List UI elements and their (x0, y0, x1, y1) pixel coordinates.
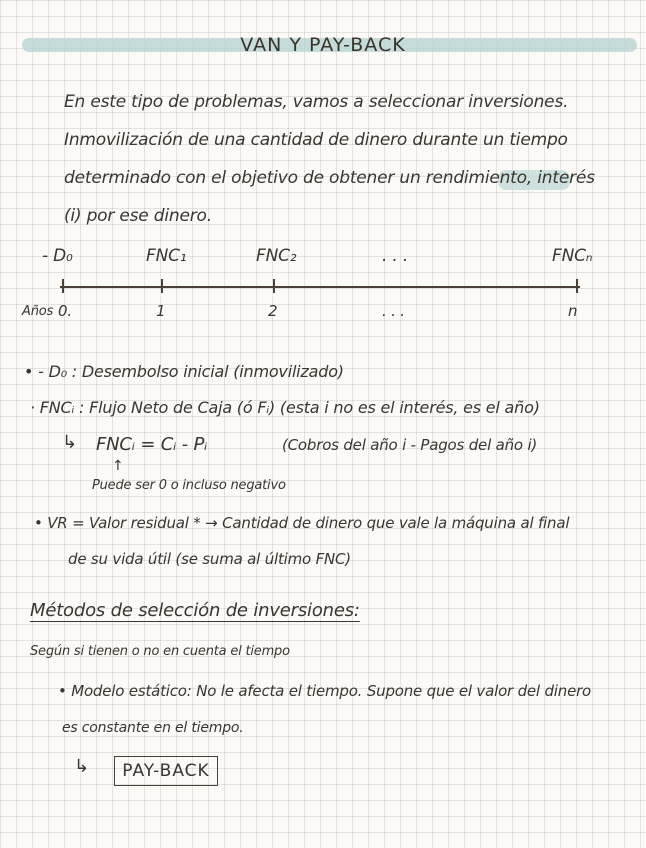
timeline-year-n: n (568, 302, 578, 320)
bullet-fnc: · FNCᵢ : Flujo Neto de Caja (ó Fᵢ) (esta i no es el interés, es el año) (30, 398, 540, 417)
formula-arrow-icon: ↳ (62, 432, 77, 453)
payback-arrow-icon: ↳ (74, 756, 89, 777)
methods-subtitle: Según si tienen o no en cuenta el tiempo (30, 644, 290, 659)
timeline-year-2: 2 (268, 302, 278, 320)
timeline-tick-n (576, 279, 578, 293)
intro-line-3: determinado con el objetivo de obtener un rendimiento, interés (64, 168, 595, 188)
timeline-axis (60, 286, 580, 288)
bullet-vr-line-2: de su vida útil (se suma al último FNC) (68, 550, 351, 568)
payback-box: PAY-BACK (114, 756, 218, 786)
bullet-desembolso: • - D₀ : Desembolso inicial (inmovilizado) (24, 362, 344, 381)
timeline-tick-0 (62, 279, 64, 293)
formula-fnc: FNCᵢ = Cᵢ - Pᵢ (96, 434, 208, 455)
intro-line-2: Inmovilización de una cantidad de dinero durante un tiempo (64, 130, 568, 150)
timeline-label-dots: . . . (382, 246, 409, 266)
timeline-years-label: Años (22, 304, 54, 319)
intro-line-1: En este tipo de problemas, vamos a seleccionar inversiones. (64, 92, 569, 112)
page-title: VAN Y PAY-BACK (240, 34, 406, 56)
timeline-label-fnc2: FNC₂ (256, 246, 297, 266)
timeline-tick-2 (273, 279, 275, 293)
bullet-fnc-note: Puede ser 0 o incluso negativo (92, 478, 286, 493)
timeline-label-d0: - D₀ (42, 246, 73, 266)
up-arrow-icon: ↑ (112, 458, 124, 474)
static-model-line-1: • Modelo estático: No le afecta el tiempo. Supone que el valor del dinero (58, 682, 592, 700)
timeline-tick-1 (161, 279, 163, 293)
static-model-line-2: es constante en el tiempo. (62, 720, 244, 736)
bullet-vr-line-1: • VR = Valor residual * → Cantidad de dinero que vale la máquina al final (34, 514, 570, 532)
timeline-label-fnc1: FNC₁ (146, 246, 187, 266)
methods-heading: Métodos de selección de inversiones: (30, 600, 360, 621)
timeline-label-fncn: FNCₙ (552, 246, 593, 266)
intro-line-4: (i) por ese dinero. (64, 206, 212, 226)
timeline-year-dots: . . . (382, 302, 405, 320)
formula-note: (Cobros del año i - Pagos del año i) (282, 436, 538, 454)
timeline-year-1: 1 (156, 302, 166, 320)
timeline-year-0: 0. (58, 302, 72, 320)
